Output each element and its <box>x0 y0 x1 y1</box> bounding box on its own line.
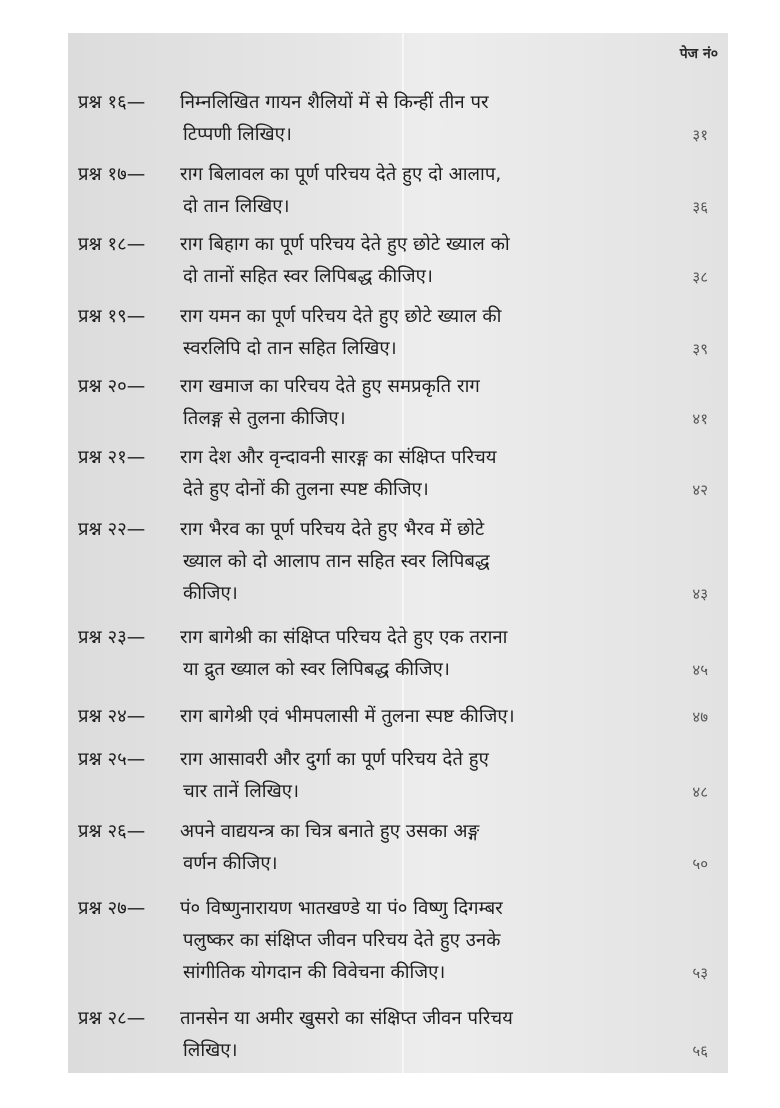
question-line <box>78 578 708 610</box>
question-line <box>78 776 708 808</box>
question-entry <box>78 622 708 686</box>
question-line <box>78 893 708 925</box>
question-line <box>78 159 708 191</box>
question-text: देते हुए दोनों की तुलना स्पष्ट कीजिए। <box>183 479 429 500</box>
page-reference: ४५ <box>692 661 708 679</box>
question-text: चार तानें लिखिए। <box>183 781 299 802</box>
question-number: प्रश्न १९— <box>78 306 146 327</box>
question-text: राग भैरव का पूर्ण परिचय देते हुए भैरव में छोटे <box>180 519 485 540</box>
question-text: पं० विष्णुनारायण भातखण्डे या पं० विष्णु दिगम्बर <box>180 898 503 919</box>
page-reference: ४२ <box>692 481 708 499</box>
question-text: पलुष्कर का संक्षिप्त जीवन परिचय देते हुए उनके <box>183 930 501 951</box>
question-line <box>78 622 708 654</box>
question-entry <box>78 816 708 880</box>
question-entry <box>78 744 708 808</box>
question-line <box>78 744 708 776</box>
question-text: राग खमाज का परिचय देते हुए समप्रकृति राग <box>180 376 480 397</box>
question-text: राग बिहाग का पूर्ण परिचय देते हुए छोटे ख्याल को <box>180 234 510 255</box>
page-reference: ३९ <box>692 340 708 358</box>
page-reference: ४८ <box>692 783 708 801</box>
page-reference: ३८ <box>692 268 708 286</box>
question-text: तिलङ्ग से तुलना कीजिए। <box>183 408 346 429</box>
question-line <box>78 301 708 333</box>
question-text: राग बागेश्री का संक्षिप्त परिचय देते हुए एक तराना <box>180 627 508 648</box>
question-text: ख्याल को दो आलाप तान सहित स्वर लिपिबद्ध <box>183 551 490 572</box>
question-entry <box>78 87 708 151</box>
question-number: प्रश्न १७— <box>78 164 146 185</box>
page-reference: ३६ <box>692 198 708 216</box>
question-entry <box>78 371 708 435</box>
question-text: या द्रुत ख्याल को स्वर लिपिबद्ध कीजिए। <box>183 659 450 680</box>
question-line <box>78 261 708 293</box>
page-reference: ३१ <box>692 126 708 144</box>
page-reference: ५३ <box>692 964 708 982</box>
question-line <box>78 701 708 733</box>
question-number: प्रश्न १८— <box>78 234 146 255</box>
question-line <box>78 119 708 151</box>
question-line <box>78 957 708 989</box>
question-text: अपने वाद्ययन्त्र का चित्र बनाते हुए उसका अङ्ग <box>180 821 480 842</box>
question-line <box>78 403 708 435</box>
question-number: प्रश्न २०— <box>78 376 146 397</box>
question-entry <box>78 442 708 506</box>
question-text: राग बिलावल का पूर्ण परिचय देते हुए दो आलाप, <box>180 164 502 185</box>
question-text: स्वरलिपि दो तान सहित लिखिए। <box>183 338 397 359</box>
question-line <box>78 474 708 506</box>
question-text: टिप्पणी लिखिए। <box>183 124 292 145</box>
question-line <box>78 1035 708 1067</box>
question-text: राग देश और वृन्दावनी सारङ्ग का संक्षिप्त परिचय <box>180 447 497 468</box>
question-number: प्रश्न १६— <box>78 92 146 113</box>
question-line <box>78 925 708 957</box>
question-entry <box>78 159 708 223</box>
page-number-header: पेज नं० <box>679 46 718 62</box>
question-text: वर्णन कीजिए। <box>183 853 278 874</box>
question-text: दो तानों सहित स्वर लिपिबद्ध कीजिए। <box>183 266 433 287</box>
question-line <box>78 229 708 261</box>
question-line <box>78 546 708 578</box>
question-text: राग यमन का पूर्ण परिचय देते हुए छोटे ख्याल की <box>180 306 502 327</box>
question-line <box>78 514 708 546</box>
question-line <box>78 654 708 686</box>
question-text: राग बागेश्री एवं भीमपलासी में तुलना स्पष्ट कीजिए। <box>180 706 515 727</box>
question-line <box>78 442 708 474</box>
question-text: लिखिए। <box>183 1040 238 1061</box>
question-entry <box>78 1003 708 1067</box>
question-entry <box>78 893 708 989</box>
question-text: तानसेन या अमीर खुसरो का संक्षिप्त जीवन परिचय <box>180 1008 513 1029</box>
question-number: प्रश्न २३— <box>78 627 146 648</box>
question-line <box>78 816 708 848</box>
question-text: निम्नलिखित गायन शैलियों में से किन्हीं तीन पर <box>180 92 489 113</box>
question-number: प्रश्न २२— <box>78 519 146 540</box>
question-text: दो तान लिखिए। <box>183 196 290 217</box>
question-line <box>78 333 708 365</box>
question-entry <box>78 701 708 733</box>
page-reference: ५० <box>692 855 708 873</box>
question-number: प्रश्न २४— <box>78 706 146 727</box>
question-text: सांगीतिक योगदान की विवेचना कीजिए। <box>183 962 446 983</box>
question-entry <box>78 514 708 610</box>
question-text: कीजिए। <box>183 583 238 604</box>
page-reference: ५६ <box>692 1042 708 1060</box>
question-number: प्रश्न २६— <box>78 821 146 842</box>
page-reference: ४३ <box>692 585 708 603</box>
page-reference: ४१ <box>692 410 708 428</box>
question-line <box>78 371 708 403</box>
question-line <box>78 191 708 223</box>
question-line <box>78 1003 708 1035</box>
question-number: प्रश्न २८— <box>78 1008 146 1029</box>
question-number: प्रश्न २१— <box>78 447 146 468</box>
question-entry <box>78 229 708 293</box>
question-number: प्रश्न २५— <box>78 749 146 770</box>
question-line <box>78 848 708 880</box>
question-text: राग आसावरी और दुर्गा का पूर्ण परिचय देते हुए <box>180 749 489 770</box>
question-number: प्रश्न २७— <box>78 898 146 919</box>
question-line <box>78 87 708 119</box>
question-entry <box>78 301 708 365</box>
page-reference: ४७ <box>692 708 708 726</box>
